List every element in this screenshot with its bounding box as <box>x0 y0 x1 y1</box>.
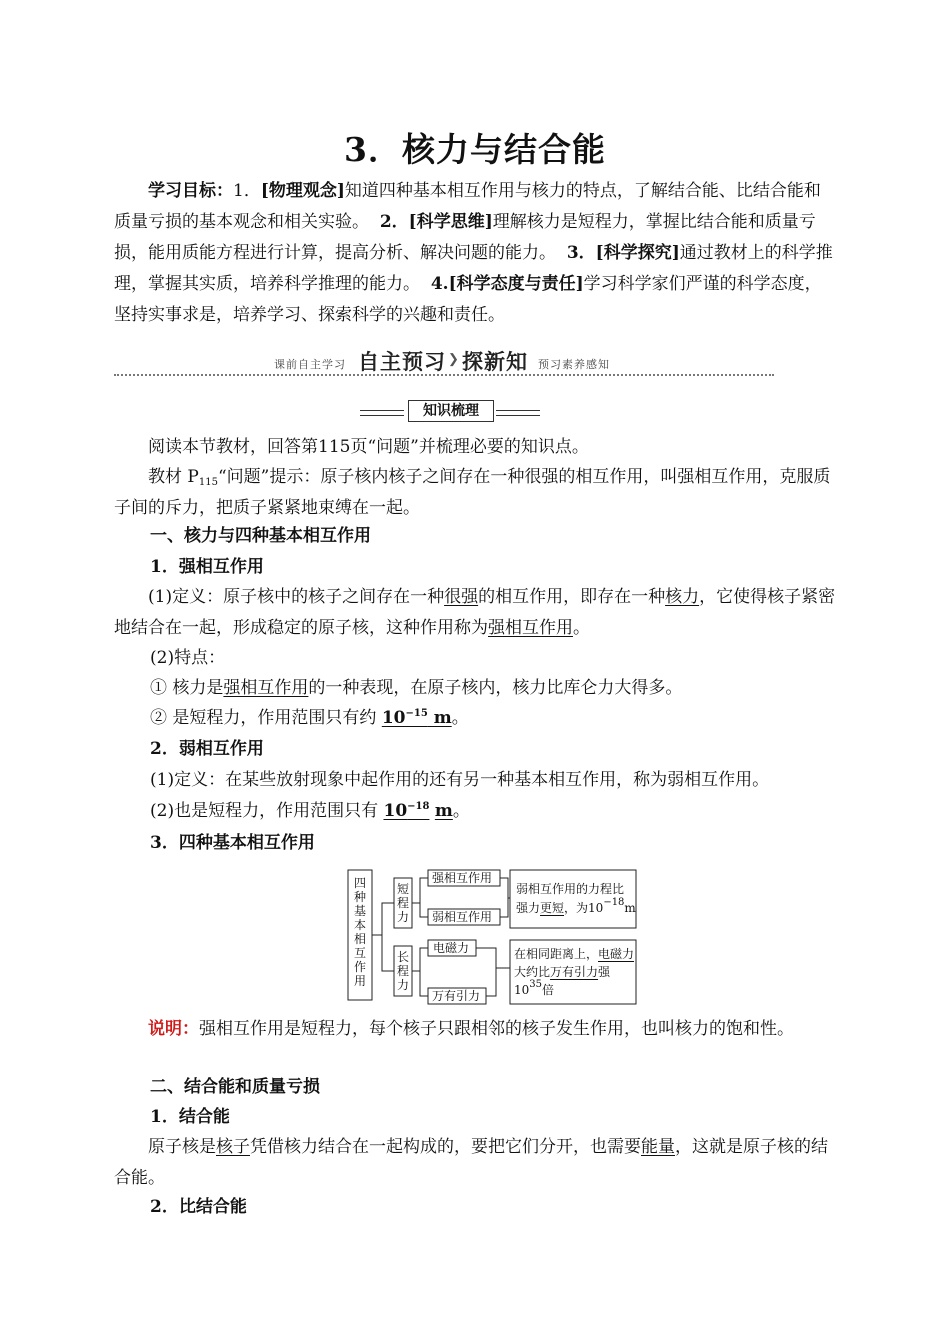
binding-paragraph <box>114 1132 836 1194</box>
bind-b: 凭借核力结合在一起构成的，要把它们分开，也需要 <box>250 1137 641 1157</box>
learning-objectives <box>114 176 836 331</box>
weak-range <box>150 796 836 826</box>
feat2-unit: m <box>427 708 452 728</box>
objective-2-text: 理解核力是短程力，掌握比结合能和质量亏损，能用质能方程进行计算，提高分析、解决问题的能力。 <box>114 212 816 263</box>
def1-u2: 核力 <box>665 587 700 607</box>
heading-1: 一、核力与四种基本相互作用 <box>150 526 371 546</box>
weak2-a: (2)也是短程力，作用范围只有 <box>150 801 384 821</box>
section-tag <box>360 400 540 422</box>
diagram-note-long: 在相同距离上，电磁力 大约比万有引力强 $10^{35}$倍 <box>514 947 635 997</box>
feat1-b: 的一种表现，在原子核内，核力比库仑力大得多。 <box>308 678 683 698</box>
subheading-strong: 1．强相互作用 <box>150 557 264 577</box>
banner-title-left: 自主预习 <box>358 349 446 374</box>
note-text: 强相互作用是短程力，每个核子只跟相邻的核子发生作用，也叫核力的饱和性。 <box>199 1019 794 1039</box>
tag-label: 知识梳理 <box>408 400 494 422</box>
hint-page-sub: 115 <box>198 477 218 488</box>
def1-a: (1)定义：原子核中的核子之间存在一种 <box>148 587 445 607</box>
bind-c: ，这就是原子核的结合能。 <box>114 1137 828 1188</box>
feat2-value <box>382 708 452 728</box>
tag-left-rule <box>360 410 404 416</box>
note-label: 说明： <box>148 1019 199 1039</box>
banner-left-label: 课前自主学习 <box>274 358 346 371</box>
intro-line: 阅读本节教材，回答第115页“问题”并梳理必要的知识点。 <box>148 437 589 457</box>
hint-text: “问题”提示：原子核内核子之间存在一种很强的相互作用，叫强相互作用，克服质子间的斥力，把质子紧紧地束缚在一起。 <box>114 467 831 518</box>
objective-3-text: 通过教材上的科学推理，掌握其实质，培养科学推理的能力。 <box>114 243 833 294</box>
objective-2-tag: [科学思维] <box>408 212 493 232</box>
subheading-weak: 2．弱相互作用 <box>150 739 264 759</box>
objective-1-tag: [物理观念] <box>260 181 345 201</box>
subheading-four: 3．四种基本相互作用 <box>150 833 315 853</box>
diagram-grav: 万有引力 <box>432 989 481 1003</box>
feat2-base: 10 <box>381 708 406 728</box>
tag-right-rule <box>496 410 540 416</box>
diagram-long: 长程力 <box>396 950 409 992</box>
subheading-specific-binding: 2．比结合能 <box>150 1197 247 1217</box>
objective-4-text: 学习科学家们严谨的科学态度，坚持实事求是，培养学习、探索科学的兴趣和责任。 <box>114 274 822 325</box>
note-paragraph <box>114 1014 836 1045</box>
banner-right-label: 预习素养感知 <box>538 358 610 371</box>
feature-1 <box>150 673 836 703</box>
objective-4-tag: [科学态度与责任] <box>448 274 584 294</box>
strong-definition <box>114 582 836 644</box>
def1-b: 的相互作用，即存在一种 <box>478 587 666 607</box>
banner-arrow-icon: ❯ <box>448 352 459 367</box>
diagram-strong: 强相互作用 <box>432 871 493 885</box>
objective-1-text: 知道四种基本相互作用与核力的特点，了解结合能、比结合能和质量亏损的基本观念和相关实验。 <box>114 181 821 232</box>
def1-u1: 很强 <box>444 587 479 607</box>
weak2-base: $10^{-18}$ <box>383 801 430 821</box>
objective-4-num: 4. <box>430 274 449 294</box>
diagram-short: 短程力 <box>396 882 409 924</box>
weak-definition: (1)定义：在某些放射现象中起作用的还有另一种基本相互作用，称为弱相互作用。 <box>150 770 770 790</box>
subheading-binding: 1．结合能 <box>150 1107 230 1127</box>
feat2-end: 。 <box>451 708 469 728</box>
def1-u3: 强相互作用 <box>488 618 573 638</box>
bind-u2: 能量 <box>641 1137 675 1157</box>
weak2-end: 。 <box>452 801 470 821</box>
feat2-a: ② 是短程力，作用范围只有约 <box>150 708 382 728</box>
def1-c: ，它使得核子紧密地结合在一起，形成稳定的原子核，这种作用称为 <box>114 587 836 638</box>
hint-prefix: 教材 P <box>148 467 199 487</box>
feature-2 <box>150 703 836 733</box>
features-title: (2)特点： <box>150 648 226 668</box>
diagram-root: 四种基本相互作用 <box>353 876 366 988</box>
objective-3-tag: [科学探究] <box>595 243 680 263</box>
def1-d: 。 <box>573 618 590 638</box>
hint-paragraph <box>114 462 836 524</box>
diagram-em: 电磁力 <box>433 941 470 955</box>
objective-3-num: 3． <box>566 243 596 263</box>
diagram-weak: 弱相互作用 <box>432 910 493 924</box>
objective-1-num: 1． <box>233 181 261 201</box>
objective-2-num: 2． <box>379 212 409 232</box>
feat2-exp: −15 <box>405 708 428 719</box>
weak2-unit: m <box>434 801 453 821</box>
feat1-u: 强相互作用 <box>223 678 309 698</box>
interaction-diagram <box>346 868 646 1008</box>
banner-divider <box>114 374 774 376</box>
weak2-exp: −18 <box>407 801 430 812</box>
banner-title-right: 探新知 <box>462 349 528 374</box>
heading-2: 二、结合能和质量亏损 <box>150 1077 320 1097</box>
feat1-a: ① 核力是 <box>150 678 224 698</box>
bind-u1: 核子 <box>216 1137 250 1157</box>
page-title: 3．核力与结合能 <box>344 130 606 169</box>
section-banner <box>114 346 774 380</box>
bind-a: 原子核是 <box>148 1137 216 1157</box>
diagram-note-short: 弱相互作用的力程比 强力更短，为$10^{-18}m$ <box>516 882 636 915</box>
objectives-lead: 学习目标： <box>148 181 233 201</box>
